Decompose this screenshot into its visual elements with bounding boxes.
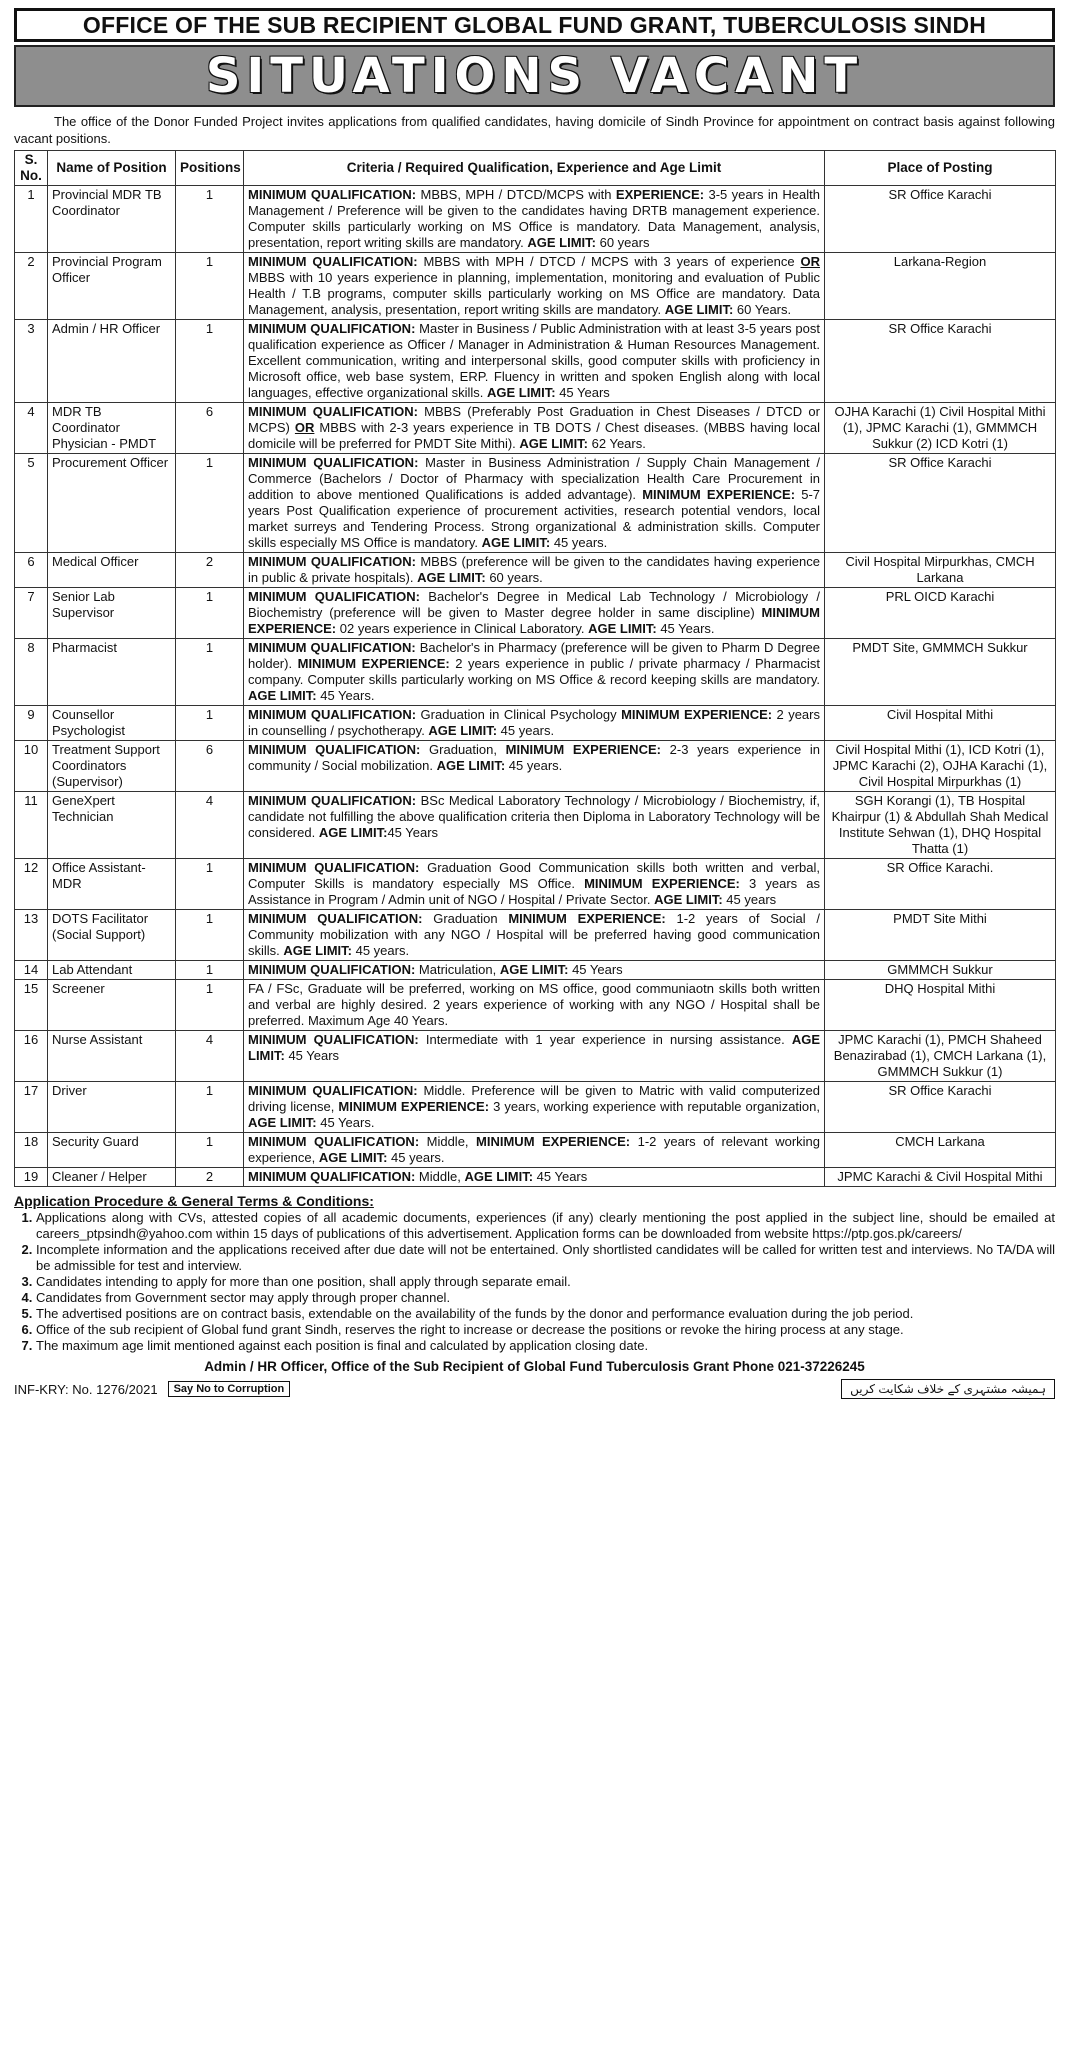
serial-number: 10 bbox=[15, 741, 48, 792]
serial-number: 5 bbox=[15, 454, 48, 553]
position-count: 1 bbox=[176, 186, 244, 253]
position-count: 1 bbox=[176, 961, 244, 980]
place-of-posting: JPMC Karachi (1), PMCH Shaheed Benazirabad (1), CMCH Larkana (1), GMMMCH Sukkur (1) bbox=[825, 1031, 1056, 1082]
serial-number: 14 bbox=[15, 961, 48, 980]
position-name: Admin / HR Officer bbox=[48, 320, 176, 403]
position-name: DOTS Facilitator (Social Support) bbox=[48, 910, 176, 961]
position-name: Medical Officer bbox=[48, 553, 176, 588]
position-name: Security Guard bbox=[48, 1133, 176, 1168]
place-of-posting: Civil Hospital Mithi bbox=[825, 706, 1056, 741]
table-row bbox=[15, 741, 1056, 792]
position-count: 4 bbox=[176, 1031, 244, 1082]
terms-item: 3. Candidates intending to apply for more than one position, shall apply through separate email. bbox=[36, 1274, 1055, 1290]
serial-number: 6 bbox=[15, 553, 48, 588]
place-of-posting: PMDT Site, GMMMCH Sukkur bbox=[825, 639, 1056, 706]
col-header-name: Name of Position bbox=[48, 151, 176, 186]
table-row bbox=[15, 980, 1056, 1031]
place-of-posting: SR Office Karachi. bbox=[825, 859, 1056, 910]
criteria-text: MINIMUM QUALIFICATION: MBBS (Preferably Post Graduation in Chest Diseases / DTCD or MCPS) OR MBBS with 2-3 years experience in TB DOTS / Chest diseases. (MBBS having local domicile will be preferred for PMDT Site Mithi). AGE LIMIT: 62 Years. bbox=[244, 403, 825, 454]
place-of-posting: Civil Hospital Mithi (1), ICD Kotri (1), JPMC Karachi (2), OJHA Karachi (1), Civil Hospital Mirpurkhas (1) bbox=[825, 741, 1056, 792]
table-row bbox=[15, 961, 1056, 980]
position-name: Senior Lab Supervisor bbox=[48, 588, 176, 639]
criteria-text: MINIMUM QUALIFICATION: Middle, AGE LIMIT: 45 Years bbox=[244, 1168, 825, 1187]
position-name: Provincial Program Officer bbox=[48, 253, 176, 320]
place-of-posting: SR Office Karachi bbox=[825, 186, 1056, 253]
office-header: OFFICE OF THE SUB RECIPIENT GLOBAL FUND GRANT, TUBERCULOSIS SINDH bbox=[14, 8, 1055, 42]
position-name: Treatment Support Coordinators (Supervisor) bbox=[48, 741, 176, 792]
position-name: Screener bbox=[48, 980, 176, 1031]
serial-number: 17 bbox=[15, 1082, 48, 1133]
criteria-text: MINIMUM QUALIFICATION: Bachelor's in Pharmacy (preference will be given to Pharm D Degree holder). MINIMUM EXPERIENCE: 2 years experience in public / private pharmacy / Pharmacist company. Computer skills particularly working on MS Office & record keeping skills are mandatory. AGE LIMIT: 45 Years. bbox=[244, 639, 825, 706]
position-count: 6 bbox=[176, 403, 244, 454]
place-of-posting: SR Office Karachi bbox=[825, 320, 1056, 403]
serial-number: 12 bbox=[15, 859, 48, 910]
criteria-text: MINIMUM QUALIFICATION: MBBS, MPH / DTCD/MCPS with EXPERIENCE: 3-5 years in Health Management / Preference will be given to the candidates having DRTB management experience. Computer skills particularly working on MS Office is mandatory. Data Management, analysis, presentation, report writing skills are mandatory. AGE LIMIT: 60 years bbox=[244, 186, 825, 253]
place-of-posting: SGH Korangi (1), TB Hospital Khairpur (1) & Abdullah Shah Medical Institute Sehwan (1), DHQ Hospital Thatta (1) bbox=[825, 792, 1056, 859]
serial-number: 13 bbox=[15, 910, 48, 961]
footer-row bbox=[14, 1379, 1055, 1399]
col-header-place: Place of Posting bbox=[825, 151, 1056, 186]
position-count: 1 bbox=[176, 253, 244, 320]
criteria-text: MINIMUM QUALIFICATION: MBBS (preference will be given to the candidates having experience in public & private hospitals). AGE LIMIT: 60 years. bbox=[244, 553, 825, 588]
serial-number: 7 bbox=[15, 588, 48, 639]
criteria-text: MINIMUM QUALIFICATION: Middle. Preference will be given to Matric with valid computerized driving license, MINIMUM EXPERIENCE: 3 years, working experience with reputable organization, AGE LIMIT: 45 Years. bbox=[244, 1082, 825, 1133]
place-of-posting: SR Office Karachi bbox=[825, 1082, 1056, 1133]
position-count: 1 bbox=[176, 320, 244, 403]
position-count: 1 bbox=[176, 639, 244, 706]
position-name: Nurse Assistant bbox=[48, 1031, 176, 1082]
criteria-text: MINIMUM QUALIFICATION: Graduation in Clinical Psychology MINIMUM EXPERIENCE: 2 years in counselling / psychotherapy. AGE LIMIT: 45 years. bbox=[244, 706, 825, 741]
serial-number: 1 bbox=[15, 186, 48, 253]
serial-number: 19 bbox=[15, 1168, 48, 1187]
table-row bbox=[15, 1168, 1056, 1187]
criteria-text: MINIMUM QUALIFICATION: BSc Medical Laboratory Technology / Microbiology / Biochemistry, if, candidate not fulfilling the above qualification criteria then Diploma in Laboratory Technology will be considered. AGE LIMIT:45 Years bbox=[244, 792, 825, 859]
position-name: Cleaner / Helper bbox=[48, 1168, 176, 1187]
place-of-posting: GMMMCH Sukkur bbox=[825, 961, 1056, 980]
col-header-sno: S. No. bbox=[15, 151, 48, 186]
table-row bbox=[15, 403, 1056, 454]
position-count: 1 bbox=[176, 1133, 244, 1168]
serial-number: 16 bbox=[15, 1031, 48, 1082]
vacancy-rows bbox=[15, 186, 1056, 1187]
serial-number: 9 bbox=[15, 706, 48, 741]
position-count: 1 bbox=[176, 910, 244, 961]
table-row bbox=[15, 1133, 1056, 1168]
criteria-text: MINIMUM QUALIFICATION: Graduation Good Communication skills both written and verbal, Computer Skills is mandatory especially MS Office. MINIMUM EXPERIENCE: 3 years as Assistance in Program / Admin unit of NGO / Hospital / Private Sector. AGE LIMIT: 45 years bbox=[244, 859, 825, 910]
place-of-posting: JPMC Karachi & Civil Hospital Mithi bbox=[825, 1168, 1056, 1187]
criteria-text: FA / FSc, Graduate will be preferred, working on MS office, good communiaotn skills both written and verbal are highly desired. 2 years experience of working with any NGO / Hospital shall be preferred. Maximum Age 40 Years. bbox=[244, 980, 825, 1031]
position-name: GeneXpert Technician bbox=[48, 792, 176, 859]
serial-number: 4 bbox=[15, 403, 48, 454]
criteria-text: MINIMUM QUALIFICATION: Middle, MINIMUM EXPERIENCE: 1-2 years of relevant working experience, AGE LIMIT: 45 years. bbox=[244, 1133, 825, 1168]
criteria-text: MINIMUM QUALIFICATION: Matriculation, AGE LIMIT: 45 Years bbox=[244, 961, 825, 980]
position-name: Pharmacist bbox=[48, 639, 176, 706]
table-row bbox=[15, 792, 1056, 859]
criteria-text: MINIMUM QUALIFICATION: Graduation, MINIMUM EXPERIENCE: 2-3 years experience in community / Social mobilization. AGE LIMIT: 45 years. bbox=[244, 741, 825, 792]
position-count: 1 bbox=[176, 1082, 244, 1133]
position-name: MDR TB Coordinator Physician - PMDT bbox=[48, 403, 176, 454]
position-count: 1 bbox=[176, 588, 244, 639]
intro-paragraph: The office of the Donor Funded Project invites applications from qualified candidates, having domicile of Sindh Province for appointment on contract basis against following vacant positions. bbox=[14, 114, 1055, 146]
table-row bbox=[15, 588, 1056, 639]
position-name: Lab Attendant bbox=[48, 961, 176, 980]
place-of-posting: OJHA Karachi (1) Civil Hospital Mithi (1), JPMC Karachi (1), GMMMCH Sukkur (2) ICD Kotri (1) bbox=[825, 403, 1056, 454]
serial-number: 18 bbox=[15, 1133, 48, 1168]
terms-heading: Application Procedure & General Terms & Conditions: bbox=[14, 1193, 374, 1209]
serial-number: 8 bbox=[15, 639, 48, 706]
place-of-posting: DHQ Hospital Mithi bbox=[825, 980, 1056, 1031]
table-row bbox=[15, 320, 1056, 403]
urdu-stamp: ہمیشہ مشتہری کے خلاف شکایت کریں bbox=[841, 1379, 1055, 1399]
serial-number: 3 bbox=[15, 320, 48, 403]
serial-number: 11 bbox=[15, 792, 48, 859]
vacancy-table bbox=[14, 150, 1056, 1187]
place-of-posting: Civil Hospital Mirpurkhas, CMCH Larkana bbox=[825, 553, 1056, 588]
criteria-text: MINIMUM QUALIFICATION: Master in Business Administration / Supply Chain Management / Commerce (Bachelors / Doctor of Pharmacy with specialization Health Care Procurement in addition to above mentioned Qualifications is added advantage). MINIMUM EXPERIENCE: 5-7 years Post Qualification experience of procurement activities, research potential vendors, local market surreys and Tendering Process. Strong organizational & administration skills. Computer skills especially MS Office is mandatory. AGE LIMIT: 45 years. bbox=[244, 454, 825, 553]
serial-number: 2 bbox=[15, 253, 48, 320]
place-of-posting: Larkana-Region bbox=[825, 253, 1056, 320]
place-of-posting: CMCH Larkana bbox=[825, 1133, 1056, 1168]
col-header-positions: Positions bbox=[176, 151, 244, 186]
position-count: 1 bbox=[176, 454, 244, 553]
table-row bbox=[15, 639, 1056, 706]
position-name: Driver bbox=[48, 1082, 176, 1133]
table-row bbox=[15, 553, 1056, 588]
page-title: SITUATIONS VACANT bbox=[14, 45, 1055, 107]
no-corruption-badge: Say No to Corruption bbox=[168, 1381, 291, 1397]
position-count: 1 bbox=[176, 980, 244, 1031]
serial-number: 15 bbox=[15, 980, 48, 1031]
table-row bbox=[15, 1082, 1056, 1133]
position-count: 2 bbox=[176, 553, 244, 588]
advertisement-page bbox=[14, 8, 1055, 2038]
place-of-posting: SR Office Karachi bbox=[825, 454, 1056, 553]
table-row bbox=[15, 454, 1056, 553]
col-header-criteria: Criteria / Required Qualification, Experience and Age Limit bbox=[244, 151, 825, 186]
criteria-text: MINIMUM QUALIFICATION: Bachelor's Degree in Medical Lab Technology / Microbiology / Biochemistry (preference will be given to Master degree holder in same discipline) MINIMUM EXPERIENCE: 02 years experience in Clinical Laboratory. AGE LIMIT: 45 Years. bbox=[244, 588, 825, 639]
terms-item: 4. Candidates from Government sector may apply through proper channel. bbox=[36, 1290, 1055, 1306]
position-count: 2 bbox=[176, 1168, 244, 1187]
terms-item: 7. The maximum age limit mentioned against each position is final and calculated by application closing date. bbox=[36, 1338, 1055, 1354]
terms-list bbox=[14, 1210, 1055, 1354]
terms-item: 5. The advertised positions are on contract basis, extendable on the availability of the funds by the donor and performance evaluation during the job period. bbox=[36, 1306, 1055, 1322]
position-count: 6 bbox=[176, 741, 244, 792]
criteria-text: MINIMUM QUALIFICATION: Graduation MINIMUM EXPERIENCE: 1-2 years of Social / Community mobilization with any NGO / Hospital will be preferred having good communication skills. AGE LIMIT: 45 years. bbox=[244, 910, 825, 961]
position-count: 4 bbox=[176, 792, 244, 859]
table-row bbox=[15, 910, 1056, 961]
table-row bbox=[15, 186, 1056, 253]
table-row bbox=[15, 1031, 1056, 1082]
terms-item: 2. Incomplete information and the applications received after due date will not be entertained. Only shortlisted candidates will be called for written test and interviews. No TA/DA will be admissible for test and interview. bbox=[36, 1242, 1055, 1274]
contact-line: Admin / HR Officer, Office of the Sub Recipient of Global Fund Tuberculosis Grant Phone 021-37226245 bbox=[204, 1359, 865, 1374]
table-row bbox=[15, 253, 1056, 320]
criteria-text: MINIMUM QUALIFICATION: Intermediate with 1 year experience in nursing assistance. AGE LIMIT: 45 Years bbox=[244, 1031, 825, 1082]
table-row bbox=[15, 859, 1056, 910]
position-name: Office Assistant-MDR bbox=[48, 859, 176, 910]
criteria-text: MINIMUM QUALIFICATION: MBBS with MPH / DTCD / MCPS with 3 years of experience OR MBBS with 10 years experience in planning, implementation, monitoring and evaluation of Public Health / T.B programs, computer skills particularly working on MS Office are mandatory. Data Management, analysis, presentation, report writing skills are mandatory. AGE LIMIT: 60 Years. bbox=[244, 253, 825, 320]
place-of-posting: PRL OICD Karachi bbox=[825, 588, 1056, 639]
position-name: Procurement Officer bbox=[48, 454, 176, 553]
terms-item: 6. Office of the sub recipient of Global fund grant Sindh, reserves the right to increase or decrease the positions or revoke the hiring process at any stage. bbox=[36, 1322, 1055, 1338]
terms-item: 1. Applications along with CVs, attested copies of all academic documents, experiences (if any) clearly mentioning the post applied in the subject line, should be emailed at careers_ptpsindh@yahoo.com within 15 days of publications of this advertisement. Application forms can be downloaded from website https://ptp.gos.pk/careers/ bbox=[36, 1210, 1055, 1242]
table-header-row bbox=[15, 151, 1056, 186]
position-count: 1 bbox=[176, 706, 244, 741]
criteria-text: MINIMUM QUALIFICATION: Master in Business / Public Administration with at least 3-5 years post qualification experience as Officer / Manager in Administration & Human Resources Management. Excellent communication, writing and interpersonal skills, good computer skills with proficiency in Microsoft office, web base system, ERP. Fluency in written and spoken English along with local languages, effective organizational skills. AGE LIMIT: 45 Years bbox=[244, 320, 825, 403]
position-name: Counsellor Psychologist bbox=[48, 706, 176, 741]
position-count: 1 bbox=[176, 859, 244, 910]
place-of-posting: PMDT Site Mithi bbox=[825, 910, 1056, 961]
reference-number: INF-KRY: No. 1276/2021 bbox=[14, 1381, 158, 1397]
terms-section bbox=[14, 1193, 1055, 1354]
table-row bbox=[15, 706, 1056, 741]
position-name: Provincial MDR TB Coordinator bbox=[48, 186, 176, 253]
